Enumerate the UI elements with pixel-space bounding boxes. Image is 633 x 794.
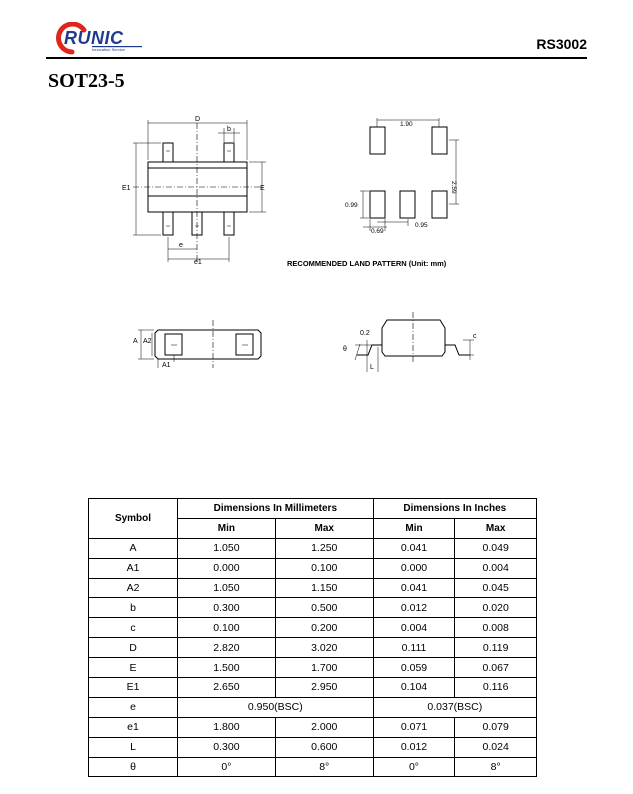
- table-row: [89, 638, 537, 658]
- cell-in-bsc: 0.037(BSC): [373, 697, 536, 717]
- cell-mm-min: 0.100: [178, 618, 276, 638]
- cell-symbol: D: [89, 638, 178, 658]
- land-dim-pad-width: 0.69: [371, 228, 384, 235]
- cell-in-min: 0.000: [373, 558, 455, 578]
- cell-mm-max: 1.250: [275, 538, 373, 558]
- table-row: [89, 558, 537, 578]
- cell-mm-max: 0.200: [275, 618, 373, 638]
- package-title: SOT23-5: [48, 70, 125, 92]
- cell-in-max: 0.024: [455, 737, 537, 757]
- logo-text: RUNIC: [64, 28, 124, 48]
- cell-in-min: 0.059: [373, 658, 455, 678]
- end-view: [355, 312, 474, 372]
- cell-in-min: 0.004: [373, 618, 455, 638]
- table-row: [89, 538, 537, 558]
- cell-in-max: 0.049: [455, 538, 537, 558]
- dim-label-L: L: [370, 364, 374, 371]
- land-pattern-caption: RECOMMENDED LAND PATTERN (Unit: mm): [287, 259, 447, 268]
- cell-in-min: 0.071: [373, 717, 455, 737]
- cell-in-max: 0.116: [455, 678, 537, 698]
- cell-in-max: 8°: [455, 757, 537, 777]
- cell-mm-min: 2.650: [178, 678, 276, 698]
- cell-in-min: 0.104: [373, 678, 455, 698]
- logo-tagline: Innovation Service: [92, 47, 125, 52]
- land-dim-pad-length: 0.99: [345, 202, 358, 209]
- cell-in-max: 0.004: [455, 558, 537, 578]
- dim-label-A: A: [133, 338, 138, 345]
- cell-mm-min: 0.300: [178, 737, 276, 757]
- cell-mm-min: 0.000: [178, 558, 276, 578]
- cell-in-max: 0.008: [455, 618, 537, 638]
- cell-mm-min: 1.500: [178, 658, 276, 678]
- cell-in-min: 0.041: [373, 538, 455, 558]
- table-row: [89, 678, 537, 698]
- in-min-header: Min: [373, 518, 455, 538]
- table-row: [89, 598, 537, 618]
- table-row: [89, 697, 537, 717]
- cell-mm-max: 2.950: [275, 678, 373, 698]
- top-view: [133, 120, 266, 262]
- cell-in-min: 0.041: [373, 578, 455, 598]
- symbol-header: Symbol: [89, 499, 178, 539]
- cell-symbol: θ: [89, 757, 178, 777]
- dim-label-e1: e1: [194, 259, 202, 266]
- table-row: [89, 737, 537, 757]
- cell-mm-bsc: 0.950(BSC): [178, 697, 374, 717]
- side-view: [138, 320, 261, 368]
- cell-symbol: A2: [89, 578, 178, 598]
- cell-in-min: 0.012: [373, 598, 455, 618]
- cell-mm-max: 0.600: [275, 737, 373, 757]
- cell-mm-max: 1.150: [275, 578, 373, 598]
- cell-mm-min: 1.800: [178, 717, 276, 737]
- dim-label-c: c: [473, 333, 477, 340]
- cell-symbol: e1: [89, 717, 178, 737]
- cell-symbol: E: [89, 658, 178, 678]
- table-row: [89, 618, 537, 638]
- cell-mm-min: 2.820: [178, 638, 276, 658]
- cell-mm-min: 1.050: [178, 538, 276, 558]
- land-dim-pitch: 1.90: [400, 121, 413, 128]
- cell-mm-max: 0.500: [275, 598, 373, 618]
- cell-symbol: L: [89, 737, 178, 757]
- dim-label-A1: A1: [162, 362, 171, 369]
- cell-mm-max: 8°: [275, 757, 373, 777]
- cell-in-min: 0.012: [373, 737, 455, 757]
- cell-symbol: E1: [89, 678, 178, 698]
- cell-mm-max: 1.700: [275, 658, 373, 678]
- land-dim-height: 2.59: [450, 181, 457, 194]
- cell-in-max: 0.119: [455, 638, 537, 658]
- in-max-header: Max: [455, 518, 537, 538]
- mm-max-header: Max: [275, 518, 373, 538]
- dim-label-gauge: 0.2: [360, 330, 370, 337]
- dim-label-D: D: [195, 116, 201, 123]
- cell-mm-max: 3.020: [275, 638, 373, 658]
- cell-symbol: A1: [89, 558, 178, 578]
- mm-header: Dimensions In Millimeters: [178, 499, 374, 519]
- land-dim-spacing: 0.95: [415, 222, 428, 229]
- table-row: [89, 757, 537, 777]
- part-number: RS3002: [536, 36, 587, 52]
- cell-mm-min: 1.050: [178, 578, 276, 598]
- cell-mm-min: 0°: [178, 757, 276, 777]
- cell-symbol: A: [89, 538, 178, 558]
- cell-mm-min: 0.300: [178, 598, 276, 618]
- dim-label-E: E: [260, 185, 265, 192]
- dim-label-b: b: [227, 126, 231, 133]
- land-pattern: [360, 118, 459, 231]
- cell-symbol: c: [89, 618, 178, 638]
- dim-label-e: e: [179, 242, 183, 249]
- table-row: [89, 658, 537, 678]
- dim-label-theta: θ: [343, 346, 347, 353]
- cell-in-min: 0°: [373, 757, 455, 777]
- dimensions-table: [88, 498, 537, 777]
- in-header: Dimensions In Inches: [373, 499, 536, 519]
- cell-symbol: b: [89, 598, 178, 618]
- dim-label-E1: E1: [122, 185, 131, 192]
- table-row: [89, 717, 537, 737]
- dim-label-A2: A2: [143, 338, 152, 345]
- cell-in-max: 0.045: [455, 578, 537, 598]
- cell-mm-max: 2.000: [275, 717, 373, 737]
- mm-min-header: Min: [178, 518, 276, 538]
- cell-in-max: 0.079: [455, 717, 537, 737]
- cell-mm-max: 0.100: [275, 558, 373, 578]
- cell-in-max: 0.020: [455, 598, 537, 618]
- cell-in-min: 0.111: [373, 638, 455, 658]
- cell-in-max: 0.067: [455, 658, 537, 678]
- cell-symbol: e: [89, 697, 178, 717]
- table-row: [89, 578, 537, 598]
